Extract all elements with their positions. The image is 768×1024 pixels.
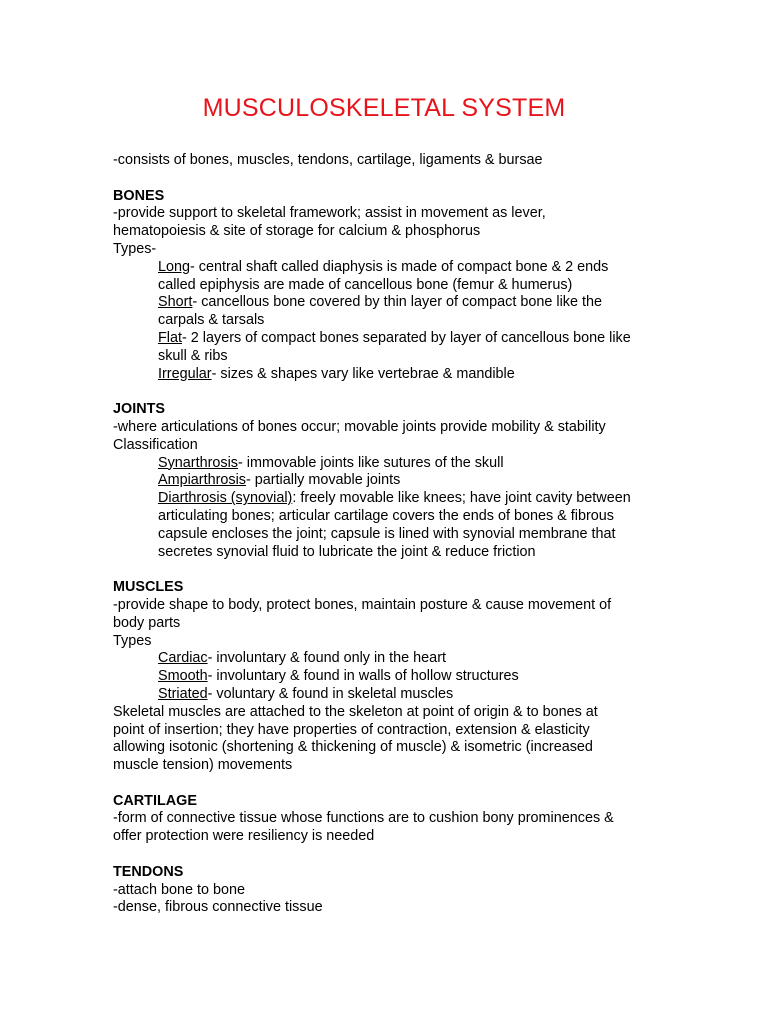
joint-type-diarthrosis (113, 490, 673, 508)
joints-classification-label: Classification (113, 436, 198, 453)
muscles-desc-line-1: -provide shape to body, protect bones, maintain posture & cause movement of (113, 596, 612, 613)
joint-diarthrosis-cont-2: capsule encloses the joint; capsule is lined with synovial membrane that (158, 525, 616, 542)
bone-type-irregular (113, 366, 673, 384)
bones-heading: BONES (113, 187, 165, 204)
joint-diarthrosis-cont-3: secretes synovial fluid to lubricate the joint & reduce friction (158, 543, 536, 560)
muscle-striated-term: Striated (158, 685, 208, 702)
bone-type-short-term: Short (158, 294, 193, 311)
muscle-striated-def: - voluntary & found in skeletal muscles (207, 685, 454, 702)
muscle-type-striated (113, 686, 673, 704)
bones-types-label: Types- (113, 240, 157, 257)
bone-type-flat (113, 330, 673, 348)
bone-type-flat-def: - 2 layers of compact bones separated by layer of cancellous bone like (182, 329, 631, 346)
joint-ampiarthrosis-def: - partially movable joints (245, 472, 401, 489)
muscles-paragraph-line-3: allowing isotonic (shortening & thickening of muscle) & isometric (increased (113, 739, 593, 756)
cartilage-heading: CARTILAGE (113, 792, 197, 809)
muscle-type-smooth (113, 668, 673, 686)
joint-diarthrosis-cont-1: articulating bones; articular cartilage covers the ends of bones & fibrous (158, 507, 614, 524)
bones-desc-line-1: -provide support to skeletal framework; assist in movement as lever, (113, 205, 546, 222)
muscle-cardiac-def: - involuntary & found only in the heart (207, 650, 446, 667)
page-title: MUSCULOSKELETAL SYSTEM (202, 94, 566, 122)
joints-heading: JOINTS (113, 401, 165, 418)
bone-type-short-cont: carpals & tarsals (158, 312, 265, 329)
muscles-paragraph-line-1: Skeletal muscles are attached to the skeleton at point of origin & to bones at (113, 703, 598, 720)
bones-desc-line-2: hematopoiesis & site of storage for calcium & phosphorus (113, 223, 481, 240)
joint-synarthrosis-term: Synarthrosis (158, 454, 238, 471)
bone-type-long-term: Long (158, 258, 191, 275)
muscle-smooth-def: - involuntary & found in walls of hollow structures (207, 668, 519, 685)
cartilage-desc-line-1: -form of connective tissue whose functions are to cushion bony prominences & (113, 810, 614, 827)
muscles-heading: MUSCLES (113, 579, 184, 596)
bone-type-short (113, 294, 673, 312)
bone-type-irregular-def: - sizes & shapes vary like vertebrae & mandible (211, 365, 515, 382)
joint-synarthrosis-def: - immovable joints like sutures of the skull (237, 454, 504, 471)
bone-type-irregular-term: Irregular (158, 365, 212, 382)
tendons-item-1: -attach bone to bone (113, 881, 246, 898)
tendons-heading: TENDONS (113, 863, 184, 880)
joint-ampiarthrosis-term: Ampiarthrosis (158, 472, 246, 489)
muscles-types-label: Types (113, 632, 152, 649)
muscles-paragraph-line-2: point of insertion; they have properties of contraction, extension & elasticity (113, 721, 590, 738)
bone-type-long-cont: called epiphysis are made of cancellous bone (femur & humerus) (158, 276, 573, 293)
document-body (113, 152, 673, 917)
bone-type-flat-term: Flat (158, 329, 182, 346)
joint-type-synarthrosis (113, 455, 673, 473)
tendons-item-2: -dense, fibrous connective tissue (113, 899, 323, 916)
joints-desc: -where articulations of bones occur; movable joints provide mobility & stability (113, 418, 606, 435)
bone-type-short-def: - cancellous bone covered by thin layer of compact bone like the (192, 294, 602, 311)
joint-diarthrosis-term: Diarthrosis (synovial) (158, 490, 293, 507)
cartilage-desc-line-2: offer protection were resiliency is needed (113, 828, 375, 845)
bone-type-long-def: - central shaft called diaphysis is made of compact bone & 2 ends (190, 258, 609, 275)
muscles-desc-line-2: body parts (113, 614, 181, 631)
muscle-type-cardiac (113, 650, 673, 668)
joint-diarthrosis-def: : freely movable like knees; have joint cavity between (292, 490, 631, 507)
intro-text: -consists of bones, muscles, tendons, cartilage, ligaments & bursae (113, 152, 543, 168)
muscle-smooth-term: Smooth (158, 668, 208, 685)
joint-type-ampiarthrosis (113, 472, 673, 490)
muscle-cardiac-term: Cardiac (158, 650, 208, 667)
muscles-paragraph-line-4: muscle tension) movements (113, 757, 293, 774)
bone-type-long (113, 259, 673, 277)
bone-type-flat-cont: skull & ribs (158, 347, 228, 364)
